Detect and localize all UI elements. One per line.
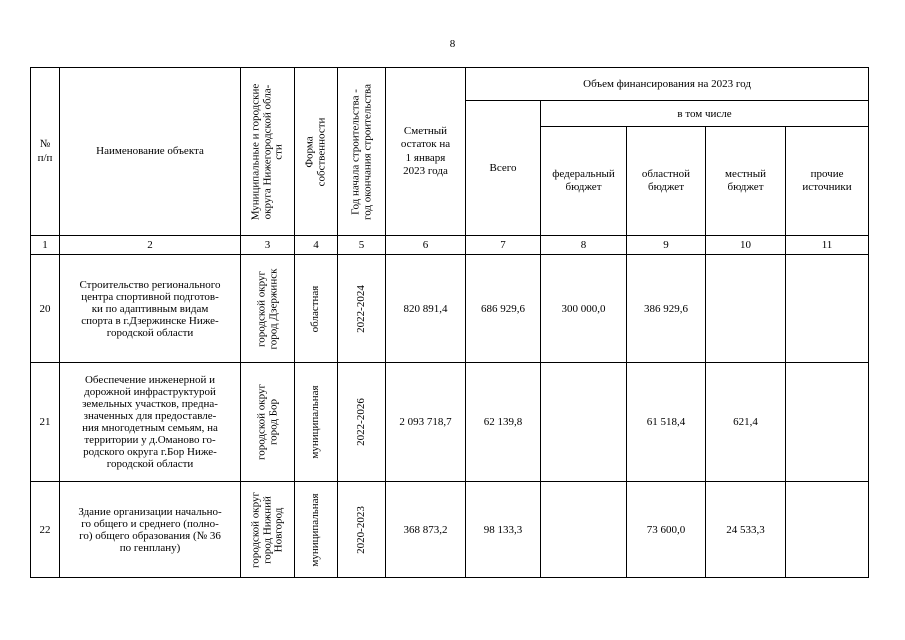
object-name: Здание организации начально- го общего и среднего (полно- го) общего образования (№ 36 по генплану) — [60, 482, 241, 578]
column-number: 5 — [338, 236, 386, 255]
table-row — [31, 255, 869, 363]
other-value — [786, 255, 869, 363]
column-number: 4 — [295, 236, 338, 255]
header-including: в том числе — [541, 101, 869, 127]
column-number: 7 — [466, 236, 541, 255]
header-municipality: Муниципальные и городские округа Нижегородской обла- сти — [241, 68, 295, 236]
local-value — [706, 255, 786, 363]
header-other: прочие источники — [786, 127, 869, 236]
header-years: Год начала строительства - год окончания строительства — [338, 68, 386, 236]
construction-years: 2022-2026 — [338, 363, 386, 482]
column-number: 6 — [386, 236, 466, 255]
financing-table — [30, 67, 869, 578]
federal-value — [541, 363, 627, 482]
column-number: 11 — [786, 236, 869, 255]
other-value — [786, 363, 869, 482]
ownership: областная — [295, 255, 338, 363]
column-number: 2 — [60, 236, 241, 255]
total-value: 686 929,6 — [466, 255, 541, 363]
regional-value: 73 600,0 — [627, 482, 706, 578]
total-value: 62 139,8 — [466, 363, 541, 482]
column-number: 3 — [241, 236, 295, 255]
construction-years: 2022-2024 — [338, 255, 386, 363]
page-number: 8 — [449, 38, 456, 50]
row-number: 21 — [31, 363, 60, 482]
object-name: Строительство регионального центра спортивной подготов- ки по адаптивным видам спорта в г.Дзержинске Ниже- городской области — [60, 255, 241, 363]
column-number: 10 — [706, 236, 786, 255]
object-name: Обеспечение инженерной и дорожной инфраструктурой земельных участков, предна- значенных для предоставле- ния многодетным семьям, на территории у д.Оманово го- родского округа г.Бор Ниже- городской области — [60, 363, 241, 482]
estimate-value: 2 093 718,7 — [386, 363, 466, 482]
row-number: 20 — [31, 255, 60, 363]
federal-value: 300 000,0 — [541, 255, 627, 363]
total-value: 98 133,3 — [466, 482, 541, 578]
header-name: Наименование объекта — [60, 68, 241, 236]
header-ownership: Форма собственности — [295, 68, 338, 236]
ownership: муниципальная — [295, 482, 338, 578]
local-value: 24 533,3 — [706, 482, 786, 578]
federal-value — [541, 482, 627, 578]
header-local: местный бюджет — [706, 127, 786, 236]
header-estimate: Сметный остаток на 1 января 2023 года — [386, 68, 466, 236]
local-value: 621,4 — [706, 363, 786, 482]
header-num: № п/п — [31, 68, 60, 236]
regional-value: 386 929,6 — [627, 255, 706, 363]
other-value — [786, 482, 869, 578]
construction-years: 2020-2023 — [338, 482, 386, 578]
estimate-value: 820 891,4 — [386, 255, 466, 363]
header-regional: областной бюджет — [627, 127, 706, 236]
row-number: 22 — [31, 482, 60, 578]
regional-value: 61 518,4 — [627, 363, 706, 482]
estimate-value: 368 873,2 — [386, 482, 466, 578]
header-federal: федеральный бюджет — [541, 127, 627, 236]
table-row — [31, 482, 869, 578]
column-number: 9 — [627, 236, 706, 255]
column-number: 1 — [31, 236, 60, 255]
column-number-row — [31, 236, 869, 255]
municipality: городской округ город Бор — [241, 363, 295, 482]
column-number: 8 — [541, 236, 627, 255]
ownership: муниципальная — [295, 363, 338, 482]
municipality: городской округ город Нижний Новгород — [241, 482, 295, 578]
header-total: Всего — [466, 101, 541, 236]
table-row — [31, 363, 869, 482]
header-funding: Объем финансирования на 2023 год — [466, 68, 869, 101]
municipality: городской округ город Дзержинск — [241, 255, 295, 363]
